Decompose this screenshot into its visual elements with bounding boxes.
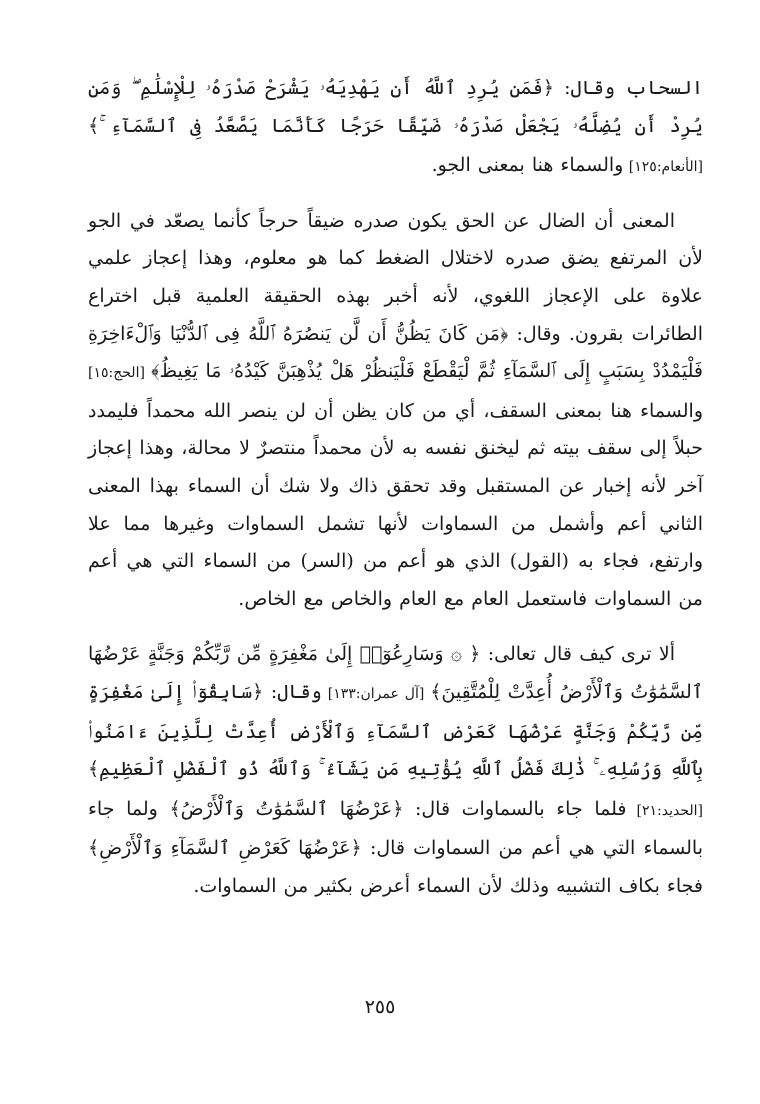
text-segment: فلما جاء بالسماوات قال: [403,797,627,820]
quran-verse: ﴿عَرْضُهَا كَعَرْضِ ٱلسَّمَآءِ وَٱلْأَرْضِ﴾ [88,837,362,860]
verse-reference: [آل عمران:١٣٣] [321,685,431,702]
paragraph-1 [88,70,703,187]
verse-reference: [الأنعام:١٢٥] [623,159,703,176]
verse-reference: [الحج:١٥] [88,365,152,382]
text-segment: فجاء بكاف التشبيه وذلك لأن السماء أعرض بكثير من السماوات. [193,874,703,897]
quran-verse: ﴿ ۞ وَسَارِعُوٓا۟ إِلَىٰ مَغْفِرَةٍ مِّن رَّبِّكُمْ وَجَنَّةٍ عَرْضُهَا ٱلسَّمَٰوَٰتُ وَٱلْأَرْضُ أُعِدَّتْ لِلْمُتَّقِينَ﴾ [88,643,703,703]
text-segment: ولما جاء بالسماء التي هي أعم من السماوات قال: [88,797,704,860]
text-segment: السحاب وقال: [554,77,703,99]
text-segment: والسماء هنا بمعنى السقف، أي من كان يظن أن لن ينصر الله محمداً فليمدد حبلاً إلى سقف بيته ثم ليخنق نفسه به لأن محمداً منتصرٌ لا محالة، وهذا إعجاز آخر لأنه إخبار عن المستقبل وقد تحقق ذاك ولا شك أن السماء بهذا المعنى الثاني أعم وأشمل من السماوات لأنها تشمل السماوات وغيرها مما علا وارتفع، فجاء به (القول) الذي هو أعم من (السر) من السماء التي هي أعم من السماوات فاستعمل العام مع العام والخاص مع الخاص. [88,399,703,610]
text-segment: وقال: [263,680,322,703]
quran-verse: ﴿فَمَن يُرِدِ ٱللَّهُ أَن يَهْدِيَهُۥ يَشْرَحْ صَدْرَهُۥ لِلْإِسْلَٰمِ ۖ وَمَن يُرِدْ أَن يُضِلَّهُۥ يَجْعَلْ صَدْرَهُۥ ضَيِّقًا حَرَجًا كَأَنَّمَا يَصَّعَّدُ فِى ٱلسَّمَآءِ ۚ﴾ [88,77,703,137]
text-segment: والسماء هنا بمعنى الجو. [431,154,624,177]
verse-reference: [الحديد:٢١] [626,802,703,819]
body-text [88,70,703,923]
text-segment: ألا ترى كيف قال تعالى: [480,643,675,666]
quran-verse: ﴿مَن كَانَ يَظُنُّ أَن لَّن يَنصُرَهُ ٱللَّهُ فِى ٱلدُّنْيَا وَٱلْءَاخِرَةِ فَلْيَمْدُدْ بِسَبَبٍ إِلَى ٱلسَّمَآءِ ثُمَّ لْيَقْطَعْ فَلْيَنظُرْ هَلْ يُذْهِبَنَّ كَيْدُهُۥ مَا يَغِيظُ﴾ [88,322,703,383]
quran-verse: ﴿سَابِقُوٓا۟ إِلَىٰ مَغْفِرَةٍ مِّن رَّبِّكُمْ وَجَنَّةٍ عَرْضُهَا كَعَرْضِ ٱلسَّمَآءِ وَٱلْأَرْضِ أُعِدَّتْ لِلَّذِينَ ءَامَنُوا۟ بِٱللَّهِ وَرُسُلِهِۦ ۚ ذَٰلِكَ فَضْلُ ٱللَّهِ يُؤْتِيهِ مَن يَشَآءُ ۚ وَٱللَّهُ ذُو ٱلْفَضْلِ ٱلْعَظِيمِ﴾ [88,680,703,781]
quran-verse: ﴿عَرْضُهَا ٱلسَّمَٰوَٰتُ وَٱلْأَرْضُ﴾ [169,797,404,820]
paragraph-2 [88,203,703,619]
page-number: ٢٥٥ [364,996,396,1018]
paragraph-3 [88,636,703,905]
text-segment: المعنى أن الضال عن الحق يكون صدره ضيقاً حرجاً كأنما يصعّد في الجو لأن المرتفع يضق صدره لاختلال الضغط كما هو معلوم، وهذا إعجاز علمي علاوة على الإعجاز اللغوي، لأنه أخبر بهذه الحقيقة العلمية قبل اختراع الطائرات بقرون. وقال: [88,209,703,345]
